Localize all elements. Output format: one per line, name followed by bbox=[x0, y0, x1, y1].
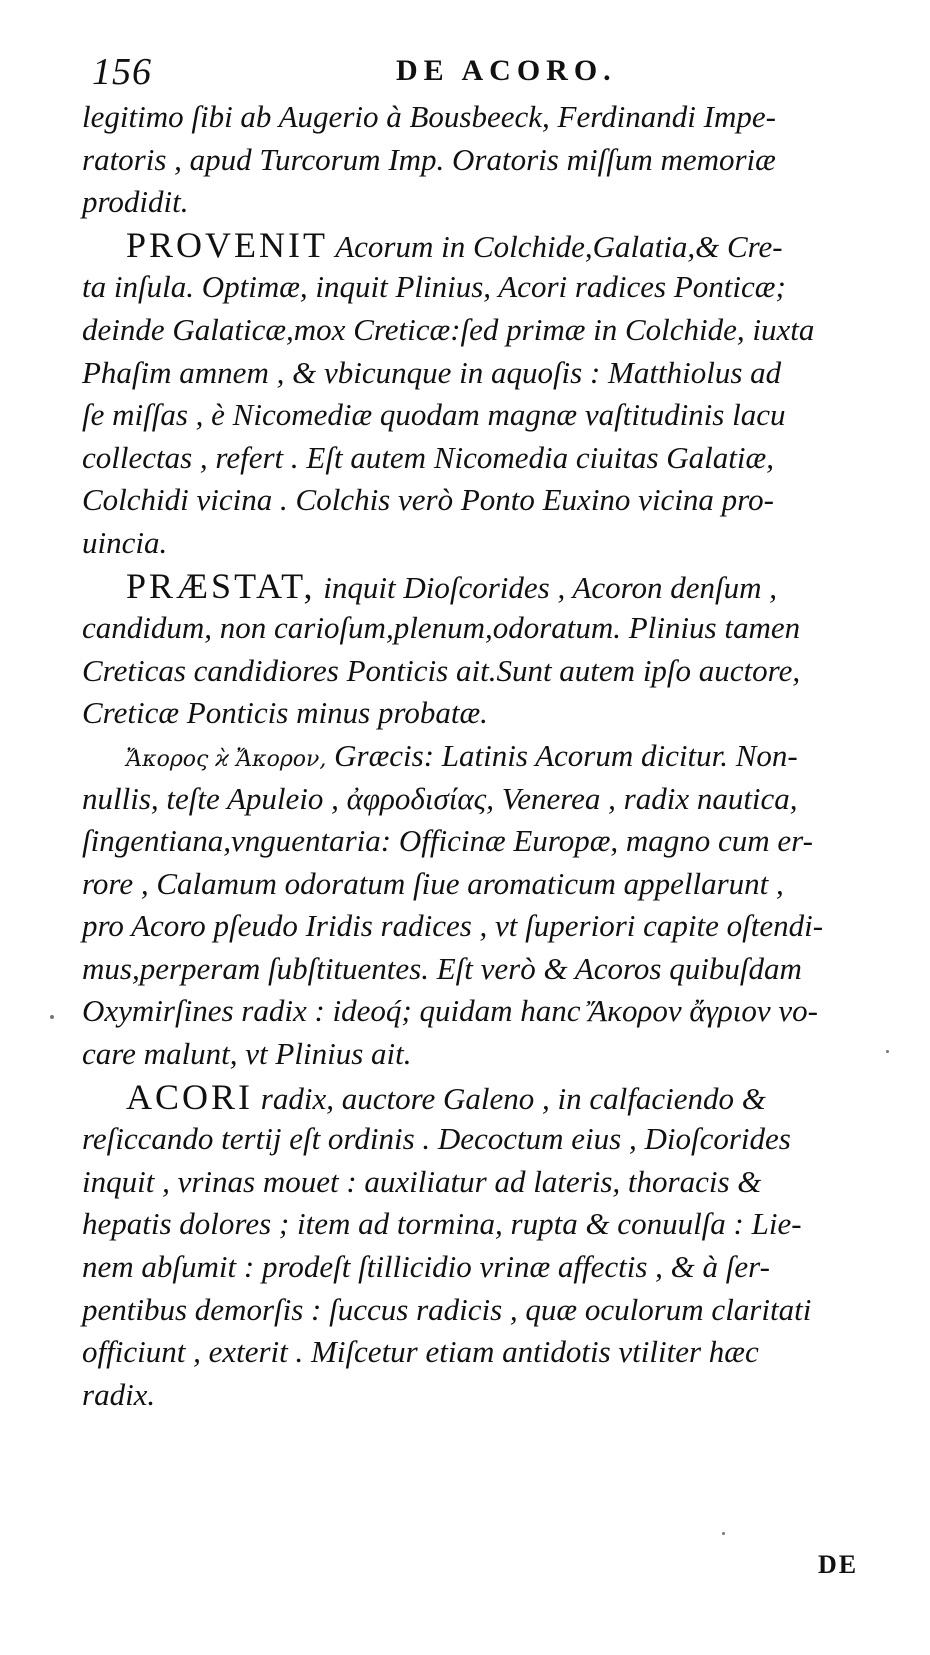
text-line: collectas , refert . Eſt autem Nicomedia ciuitas Galatiæ, bbox=[82, 439, 774, 475]
text-line: Phaſim amnem , & vbicunque in aquoſis : Matthiolus ad bbox=[82, 354, 782, 390]
text-line: uincia. bbox=[82, 524, 168, 560]
lead-small-caps: PROVENIT bbox=[126, 224, 328, 265]
text-line: pentibus demorſis : ſuccus radicis , quæ oculorum claritati bbox=[82, 1291, 812, 1327]
paragraph-first-line bbox=[82, 1076, 864, 1119]
catchword: DE bbox=[818, 1550, 859, 1579]
text-fragment: inquit Dioſcorides , Acoron denſum , bbox=[315, 569, 778, 605]
text-line: legitimo ſibi ab Augerio à Bousbeeck, Ferdinandi Impe- bbox=[82, 99, 776, 134]
text-line: nem abſumit : prodeſt ſtillicidio vrinæ affectis , & à ſer- bbox=[82, 1249, 770, 1285]
text-line: Oxymirſines radix : ideoq́; quidam hanc Ἄκορον ἄγριον vo- bbox=[82, 993, 819, 1029]
text-line: Creticas candidiores Ponticis ait.Sunt autem ipſo auctore, bbox=[82, 652, 801, 688]
text-fragment: Græcis: Latinis Acorum dicitur. Non- bbox=[326, 737, 798, 773]
text-line: nullis, teſte Apuleio , ἀφροδισίας, Venerea , radix nautica, bbox=[82, 780, 798, 816]
text-line: Colchidi vicina . Colchis verò Ponto Euxino vicina pro- bbox=[82, 482, 774, 518]
text-line: prodidit. bbox=[82, 184, 189, 220]
text-line: mus,perperam ſubſtituentes. Eſt verò & Acoros quibuſdam bbox=[82, 950, 802, 986]
paragraph-first-line bbox=[82, 224, 864, 267]
text-line: pro Acoro pſeudo Iridis radices , vt ſuperiori capite oſtendi- bbox=[82, 908, 824, 944]
greek-term: Ἄκορος ϰ̀ Ἄκορον, bbox=[126, 746, 327, 772]
paragraph-first-line bbox=[82, 735, 864, 778]
text-fragment: Acorum in Colchide,Galatia,& Cre- bbox=[328, 228, 783, 264]
lead-small-caps: PRÆSTAT, bbox=[126, 565, 316, 606]
text-fragment: radix, auctore Galeno , in calfaciendo & bbox=[253, 1080, 766, 1116]
text-line: ratoris , apud Turcorum Imp. Oratoris miſſum memoriæ bbox=[82, 141, 776, 177]
scan-speck bbox=[50, 1015, 54, 1019]
scan-speck bbox=[722, 1532, 725, 1535]
paragraph-first-line bbox=[82, 565, 864, 608]
text-line: Creticæ Ponticis minus probatæ. bbox=[82, 695, 488, 731]
text-line: reſiccando tertij eſt ordinis . Decoctum eius , Dioſcorides bbox=[82, 1121, 791, 1157]
text-line: rore , Calamum odoratum ſiue aromaticum appellarunt , bbox=[82, 865, 784, 901]
body-text bbox=[82, 96, 864, 1416]
text-line: ſingentiana,vnguentaria: Officinæ Europæ, magno cum er- bbox=[82, 823, 813, 859]
text-line: ſe miſſas , è Nicomediæ quodam magnæ vaſtitudinis lacu bbox=[82, 397, 786, 433]
text-line: deinde Galaticæ,mox Creticæ:ſed primæ in Colchide, iuxta bbox=[82, 311, 815, 347]
text-line: officiunt , exterit . Miſcetur etiam antidotis vtiliter hæc bbox=[82, 1334, 759, 1370]
scan-speck bbox=[886, 1050, 889, 1053]
page-header bbox=[86, 50, 866, 98]
text-line: care malunt, vt Plinius ait. bbox=[82, 1036, 412, 1072]
text-line: radix. bbox=[82, 1376, 156, 1412]
page-number: 156 bbox=[92, 51, 152, 93]
text-line: candidum, non carioſum,plenum,odoratum. Plinius tamen bbox=[82, 610, 801, 646]
lead-small-caps: ACORI bbox=[126, 1076, 254, 1117]
text-line: hepatis dolores ; item ad tormina, rupta & conuulſa : Lie- bbox=[82, 1206, 802, 1242]
text-line: inquit , vrinas mouet : auxiliatur ad lateris, thoracis & bbox=[82, 1163, 762, 1199]
running-head: DE ACORO. bbox=[396, 54, 617, 87]
text-line: ta inſula. Optimæ, inquit Plinius, Acori radices Ponticæ; bbox=[82, 269, 786, 305]
